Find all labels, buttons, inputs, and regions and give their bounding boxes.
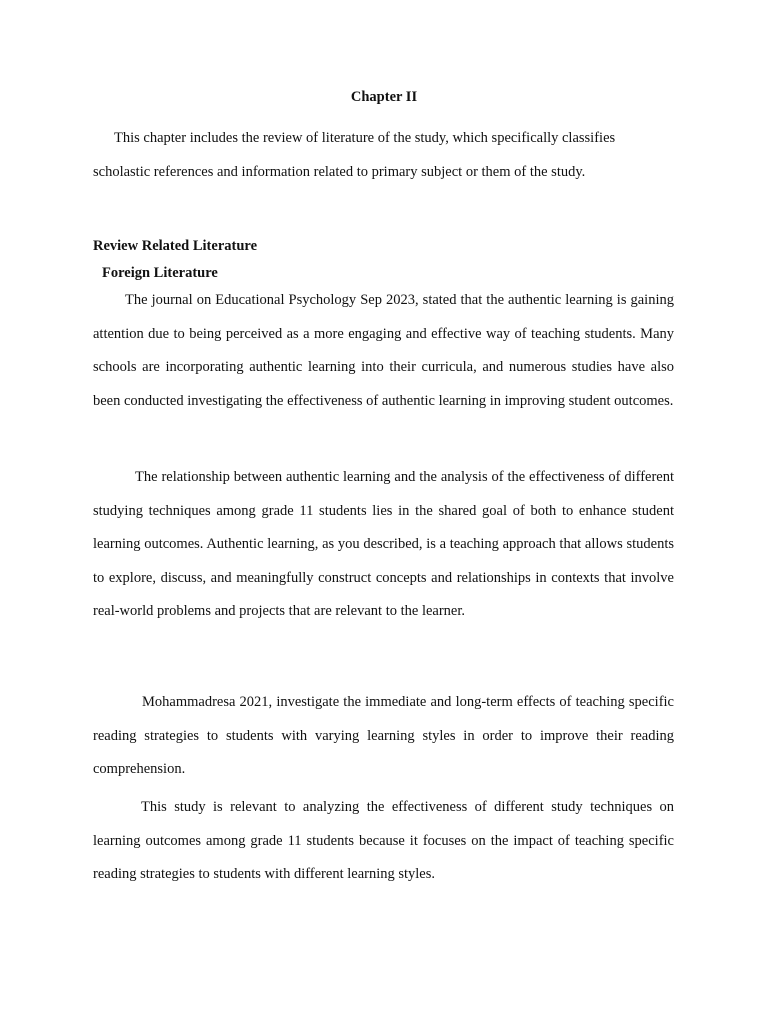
body-paragraph-4: This study is relevant to analyzing the effectiveness of different study techniques on learning outcomes among grade 11 students because it focuses on the impact of teaching specific reading strategies to students with different learning styles.	[93, 799, 674, 883]
chapter-title: Chapter II	[350, 89, 418, 105]
body-paragraph-3: Mohammadresa 2021, investigate the immediate and long-term effects of teaching specific reading strategies to students with varying learning styles in order to improve their reading comprehension.	[93, 694, 674, 778]
subsection-heading: Foreign Literature	[102, 265, 218, 281]
intro-paragraph: This chapter includes the review of literature of the study, which specifically classifies scholastic references and information related to primary subject or them of the study.	[93, 130, 616, 180]
section-heading: Review Related Literature	[93, 238, 258, 254]
body-paragraph-1: The journal on Educational Psychology Sep 2023, stated that the authentic learning is gaining attention due to being perceived as a more engaging and effective way of teaching students. Many schools are incorporating authentic learning into their curricula, and numerous studies have also been conducted investigating the effectiveness of authentic learning in improving student outcomes.	[93, 292, 674, 409]
body-paragraph-2: The relationship between authentic learning and the analysis of the effectiveness of different studying techniques among grade 11 students lies in the shared goal of both to enhance student learning outcomes. Authentic learning, as you described, is a teaching approach that allows students to explore, discuss, and meaningfully construct concepts and relationships in contexts that involve real-world problems and projects that are relevant to the learner.	[93, 469, 674, 620]
